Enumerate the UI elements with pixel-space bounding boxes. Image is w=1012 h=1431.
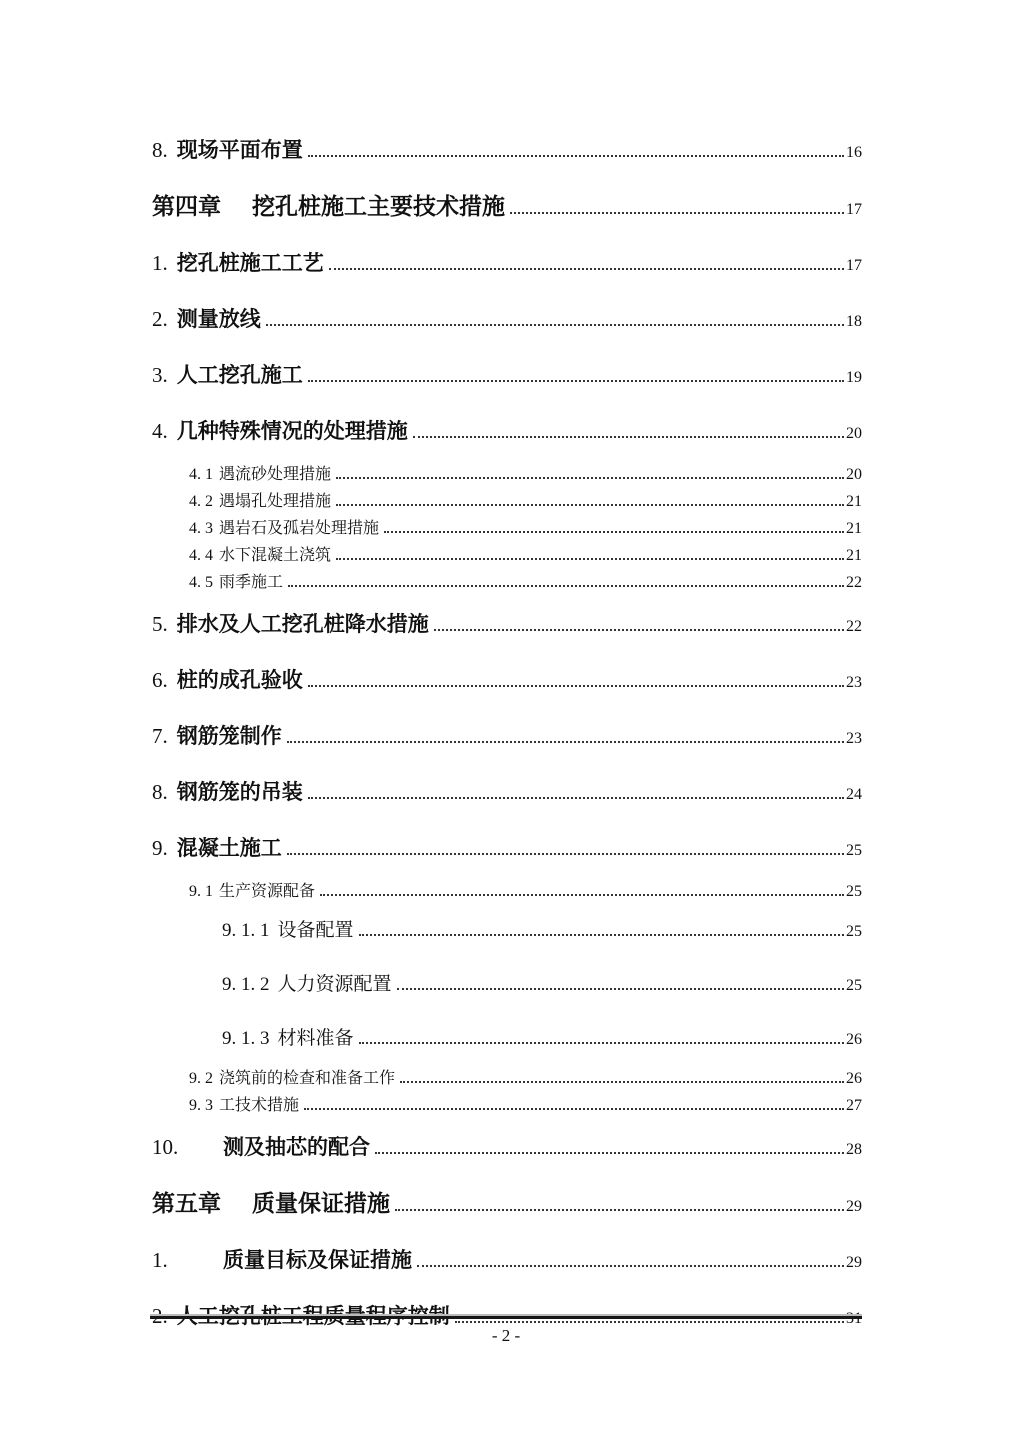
toc-entry-title: 测及抽芯的配合 [223, 1136, 370, 1159]
toc-entry-title: 水下混凝土浇筑 [219, 547, 332, 564]
toc-entry[interactable] [152, 360, 862, 393]
toc-entry[interactable] [152, 777, 862, 810]
toc-entry-page: 27 [846, 1097, 862, 1114]
toc-entry-title: 人工挖孔桩工程质量程序控制 [176, 1305, 450, 1328]
dot-leader-line [288, 585, 844, 587]
toc-entry-number: 2. [152, 1304, 168, 1328]
toc-entry-number: 10. [152, 1135, 179, 1159]
toc-entry-number: 9. 2 [189, 1070, 213, 1087]
toc-entry-title: 人力资源配置 [277, 974, 392, 995]
toc-entry[interactable] [152, 572, 862, 594]
dot-leader-line [308, 155, 844, 157]
toc-entry[interactable] [152, 135, 862, 168]
toc-entry-page: 25 [846, 883, 862, 900]
toc-entry-number: 8. [152, 780, 168, 804]
toc-entry-title: 质量保证措施 [252, 1190, 390, 1216]
toc-entry-number: 1. [152, 1248, 168, 1272]
page-number: - 2 - [491, 1326, 521, 1345]
toc-entry[interactable] [152, 1095, 862, 1117]
dot-leader-line [308, 380, 844, 382]
toc-entry-page: 24 [846, 786, 862, 803]
toc-entry[interactable] [152, 1026, 862, 1053]
toc-entry[interactable] [152, 304, 862, 337]
toc-entry-page: 23 [846, 674, 862, 691]
toc-entry-page: 29 [846, 1254, 862, 1271]
toc-entry[interactable] [152, 918, 862, 945]
toc-entry[interactable] [152, 881, 862, 903]
toc-entry[interactable] [152, 721, 862, 754]
dot-leader-line [395, 1209, 844, 1211]
dot-leader-line [384, 531, 844, 533]
toc-entry-page: 20 [846, 425, 862, 442]
dot-leader-line [417, 1265, 844, 1267]
toc-entry-number: 9. 1. 3 [222, 1028, 270, 1049]
toc-entry-number: 4. 4 [189, 547, 213, 564]
toc-entry-page: 18 [846, 313, 862, 330]
toc-entry-number: 9. [152, 836, 168, 860]
dot-leader-line [287, 741, 844, 743]
toc-entry[interactable] [152, 248, 862, 281]
footer-divider [150, 1316, 862, 1319]
dot-leader-line [359, 1042, 844, 1044]
dot-leader-line [304, 1108, 844, 1110]
toc-entry-page: 28 [846, 1141, 862, 1158]
toc-entry[interactable] [152, 1068, 862, 1090]
toc-entry-number: 5. [152, 612, 168, 636]
dot-leader-line [320, 894, 844, 896]
toc-entry-page: 26 [846, 1031, 862, 1048]
dot-leader-line [455, 1321, 844, 1323]
dot-leader-line [308, 685, 844, 687]
toc-entry-title: 遇岩石及孤岩处理措施 [219, 520, 380, 537]
toc-entry-page: 21 [846, 493, 862, 510]
dot-leader-line [308, 797, 844, 799]
toc-entry[interactable] [152, 1132, 862, 1165]
toc-entry-title: 排水及人工挖孔桩降水措施 [176, 613, 429, 636]
toc-entry-page: 25 [846, 977, 862, 994]
toc-entry-number: 第四章 [152, 193, 221, 219]
toc-entry-title: 材料准备 [277, 1028, 354, 1049]
toc-entry-page: 21 [846, 547, 862, 564]
toc-entry-title: 钢筋笼制作 [176, 725, 282, 748]
toc-entry-page: 22 [846, 574, 862, 591]
dot-leader-line [287, 853, 844, 855]
toc-entry-page: 20 [846, 466, 862, 483]
toc-entry-page: 16 [846, 144, 862, 161]
toc-entry-title: 雨季施工 [219, 574, 284, 591]
toc-entry-number: 6. [152, 668, 168, 692]
toc-entry[interactable] [152, 545, 862, 567]
toc-entry-page: 25 [846, 923, 862, 940]
toc-entry-page: 25 [846, 842, 862, 859]
toc-entry-number: 4. 2 [189, 493, 213, 510]
toc-entry-title: 桩的成孔验收 [176, 669, 303, 692]
toc-entry-title: 人工挖孔施工 [176, 364, 303, 387]
toc-entry-number: 9. 1 [189, 883, 213, 900]
toc-entry-number: 8. [152, 138, 168, 162]
toc-entry-number: 9. 1. 1 [222, 920, 270, 941]
toc-entry[interactable] [152, 416, 862, 449]
toc-entry-number: 4. 3 [189, 520, 213, 537]
toc-entry[interactable] [152, 491, 862, 513]
toc-entry[interactable] [152, 1245, 862, 1278]
toc-entry-title: 工技术措施 [219, 1097, 300, 1114]
dot-leader-line [413, 436, 844, 438]
dot-leader-line [375, 1152, 844, 1154]
toc-entry-title: 遇流砂处理措施 [219, 466, 332, 483]
page-footer [150, 1326, 862, 1346]
toc-entry-number: 9. 1. 2 [222, 974, 270, 995]
toc-entry-page: 17 [846, 257, 862, 274]
dot-leader-line [397, 988, 844, 990]
toc-entry-title: 遇塌孔处理措施 [219, 493, 332, 510]
toc-entry-number: 9. 3 [189, 1097, 213, 1114]
dot-leader-line [329, 268, 844, 270]
toc-entry-title: 现场平面布置 [176, 139, 303, 162]
dot-leader-line [400, 1081, 844, 1083]
toc-entry-page: 22 [846, 618, 862, 635]
toc-entry[interactable] [152, 191, 862, 225]
toc-entry[interactable] [152, 1188, 862, 1222]
toc-entry-title: 生产资源配备 [219, 883, 316, 900]
toc-entry-page: 21 [846, 520, 862, 537]
toc-entry-page: 23 [846, 730, 862, 747]
toc-entry-page: 19 [846, 369, 862, 386]
toc-entry-number: 3. [152, 363, 168, 387]
toc-entry-page: 17 [846, 201, 862, 218]
toc-entry-number: 4. 5 [189, 574, 213, 591]
toc-entry-number: 2. [152, 307, 168, 331]
dot-leader-line [266, 324, 844, 326]
toc-entry[interactable] [152, 972, 862, 999]
toc-entry-title: 混凝土施工 [176, 837, 282, 860]
toc-entry-page: 29 [846, 1198, 862, 1215]
dot-leader-line [359, 934, 844, 936]
toc-entry-number: 4. [152, 419, 168, 443]
toc-entry-title: 几种特殊情况的处理措施 [176, 420, 408, 443]
toc-entry-title: 挖孔桩施工主要技术措施 [252, 193, 505, 219]
toc-entry[interactable] [152, 609, 862, 642]
toc-entry-title: 挖孔桩施工工艺 [176, 252, 324, 275]
toc-entry-number: 第五章 [152, 1190, 221, 1216]
toc-entry-title: 设备配置 [277, 920, 354, 941]
toc-entry[interactable] [152, 665, 862, 698]
toc-entry-number: 1. [152, 251, 168, 275]
toc-entry-page: 31 [846, 1310, 862, 1327]
toc-entry-number: 4. 1 [189, 466, 213, 483]
toc-entry[interactable] [152, 464, 862, 486]
toc-entry-title: 质量目标及保证措施 [223, 1249, 412, 1272]
dot-leader-line [336, 504, 844, 506]
toc-entry[interactable] [152, 833, 862, 866]
toc-entry-page: 26 [846, 1070, 862, 1087]
toc-entry-number: 7. [152, 724, 168, 748]
toc-entry-title: 钢筋笼的吊装 [176, 781, 303, 804]
dot-leader-line [510, 212, 844, 214]
dot-leader-line [336, 558, 844, 560]
table-of-contents [152, 0, 862, 1334]
toc-entry-title: 浇筑前的检查和准备工作 [219, 1070, 396, 1087]
dot-leader-line [434, 629, 844, 631]
dot-leader-line [336, 477, 844, 479]
toc-entry[interactable] [152, 518, 862, 540]
toc-entry-title: 测量放线 [176, 308, 261, 331]
